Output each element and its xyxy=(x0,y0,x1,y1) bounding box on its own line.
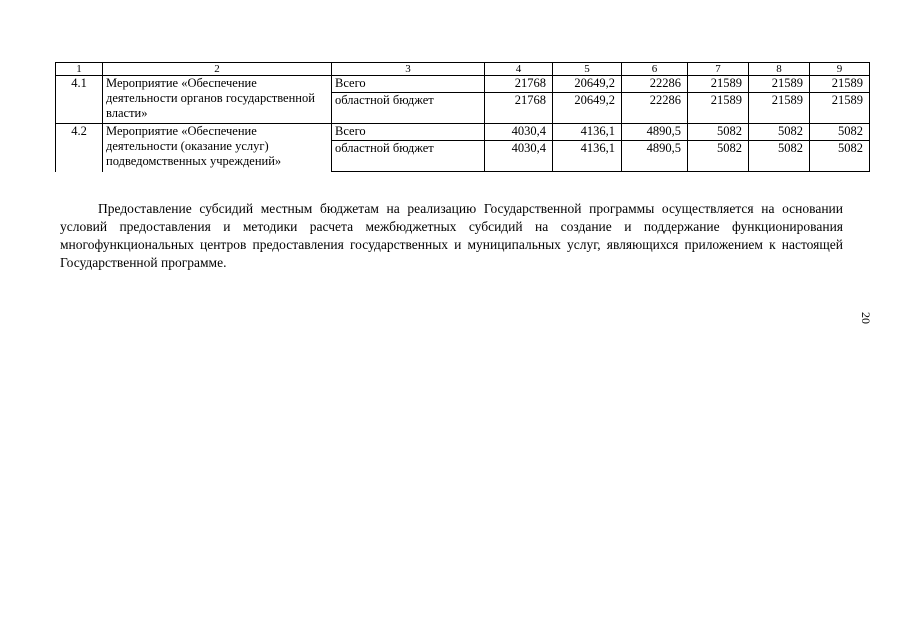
amount-cell: 4890,5 xyxy=(622,124,688,141)
column-header: 5 xyxy=(553,63,622,76)
table-row xyxy=(56,124,870,141)
budget-table xyxy=(55,62,870,172)
row-number: 4.2 xyxy=(56,124,103,172)
page-number: 20 xyxy=(859,312,873,324)
amount-cell: 20649,2 xyxy=(553,93,622,124)
column-header: 2 xyxy=(103,63,332,76)
funding-source: областной бюджет xyxy=(332,141,485,172)
amount-cell: 21589 xyxy=(810,93,870,124)
column-header: 8 xyxy=(749,63,810,76)
amount-cell: 21589 xyxy=(688,93,749,124)
amount-cell: 21589 xyxy=(810,76,870,93)
body-paragraph: Предоставление субсидий местным бюджетам на реализацию Государственной программы осуществляется на основании условий предоставления и методики расчета межбюджетных субсидий на создание и поддержание функционирования многофункциональных центров предоставления государственных и муниципальных услуг, являющихся приложением к настоящей Государственной программе. xyxy=(60,201,843,270)
table-body xyxy=(56,63,870,172)
column-header: 1 xyxy=(56,63,103,76)
amount-cell: 21589 xyxy=(749,93,810,124)
amount-cell: 5082 xyxy=(688,141,749,172)
table-header-row xyxy=(56,63,870,76)
amount-cell: 4136,1 xyxy=(553,141,622,172)
amount-cell: 21768 xyxy=(485,93,553,124)
activity-name: Мероприятие «Обеспечение деятельности (оказание услуг) подведомственных учреждений» xyxy=(103,124,332,172)
row-number: 4.1 xyxy=(56,76,103,124)
amount-cell: 21589 xyxy=(749,76,810,93)
amount-cell: 5082 xyxy=(810,124,870,141)
column-header: 3 xyxy=(332,63,485,76)
activity-name: Мероприятие «Обеспечение деятельности органов государственной власти» xyxy=(103,76,332,124)
amount-cell: 20649,2 xyxy=(553,76,622,93)
amount-cell: 22286 xyxy=(622,93,688,124)
funding-source: Всего xyxy=(332,124,485,141)
column-header: 6 xyxy=(622,63,688,76)
table-row xyxy=(56,76,870,93)
column-header: 4 xyxy=(485,63,553,76)
amount-cell: 21768 xyxy=(485,76,553,93)
amount-cell: 22286 xyxy=(622,76,688,93)
amount-cell: 5082 xyxy=(749,141,810,172)
amount-cell: 4890,5 xyxy=(622,141,688,172)
amount-cell: 21589 xyxy=(688,76,749,93)
amount-cell: 4030,4 xyxy=(485,124,553,141)
funding-source: Всего xyxy=(332,76,485,93)
amount-cell: 5082 xyxy=(749,124,810,141)
funding-source: областной бюджет xyxy=(332,93,485,124)
amount-cell: 5082 xyxy=(688,124,749,141)
column-header: 7 xyxy=(688,63,749,76)
amount-cell: 4030,4 xyxy=(485,141,553,172)
amount-cell: 5082 xyxy=(810,141,870,172)
amount-cell: 4136,1 xyxy=(553,124,622,141)
column-header: 9 xyxy=(810,63,870,76)
